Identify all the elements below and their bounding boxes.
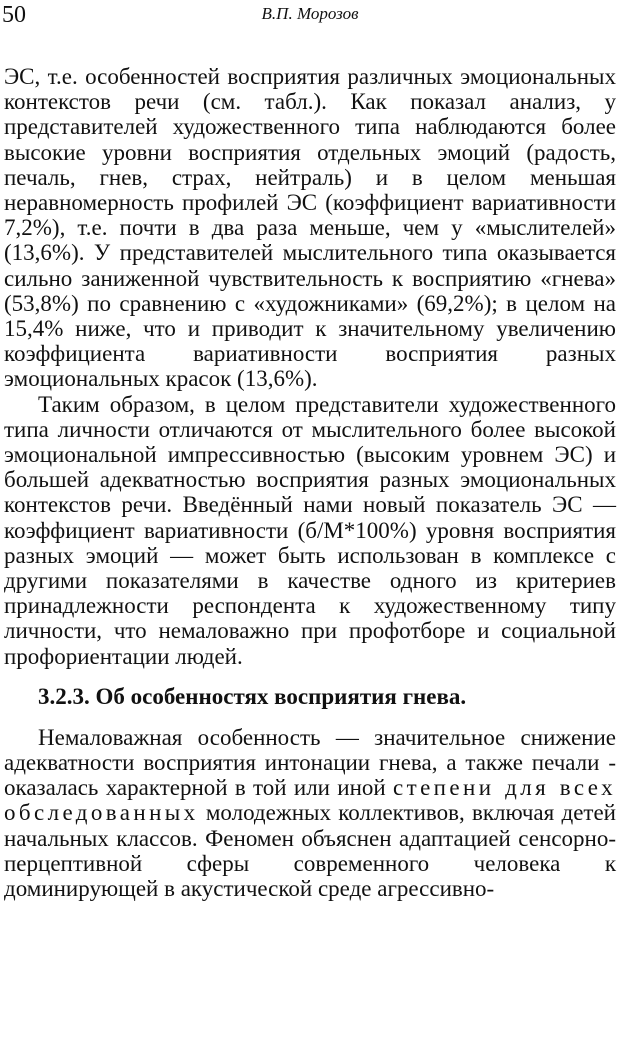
body-text: [4, 64, 616, 901]
page-number: 50: [2, 2, 26, 28]
page-header: [0, 0, 620, 40]
letterspaced-text: степени для всех обследованных: [4, 775, 616, 826]
paragraph-anger-perception: [4, 725, 616, 901]
paragraph-conclusion: Таким образом, в целом представители художественного типа личности отличаются от мыслительного более высокой эмоциональной импрессивностью (высоким уровнем ЭС) и большей адекватностью восприятия разных эмоциональных контекстов речи. Введённый нами новый показатель ЭС — коэффициент вариативности (б/М*100%) уровня восприятия разных эмоций — может быть использован в комплексе с другими показателями в качестве одного из критериев принадлежности респондента к художественному типу личности, что немаловажно при профотборе и социальной профориентации людей.: [4, 391, 616, 669]
paragraph-text-part: молодежных коллективов, включая детей начальных классов. Феномен объяснен адаптацией сенсорно-перцептивной сферы современного человека к доминирующей в акустической среде агрессивно-: [4, 800, 616, 902]
running-head: В.П. Морозов: [261, 4, 359, 23]
section-heading: 3.2.3. Об особенностях восприятия гнева.: [38, 683, 467, 709]
paragraph-text-part: Немаловажная особенность — значительное снижение адекватности восприятия интонации гнева, а также печали - оказалась характерной в той или иной: [4, 724, 616, 801]
paragraph-continued: ЭС, т.е. особенностей восприятия различных эмоциональных контекстов речи (см. табл.). Как показал анализ, у представителей художественного типа наблюдаются более высокие уровни восприятия отдельных эмоций (радость, печаль, гнев, страх, нейтраль) и в целом меньшая неравномерность профилей ЭС (коэффициент вариативности 7,2%), т.е. почти в два раза меньше, чем у «мыслителей» (13,6%). У представителей мыслительного типа оказывается сильно заниженной чувствительность к восприятию «гнева» (53,8%) по сравнению с «художниками» (69,2%); в целом на 15,4% ниже, что и приводит к значительному увеличению коэффициента вариативности восприятия разных эмоциональных красок (13,6%).: [4, 64, 616, 392]
